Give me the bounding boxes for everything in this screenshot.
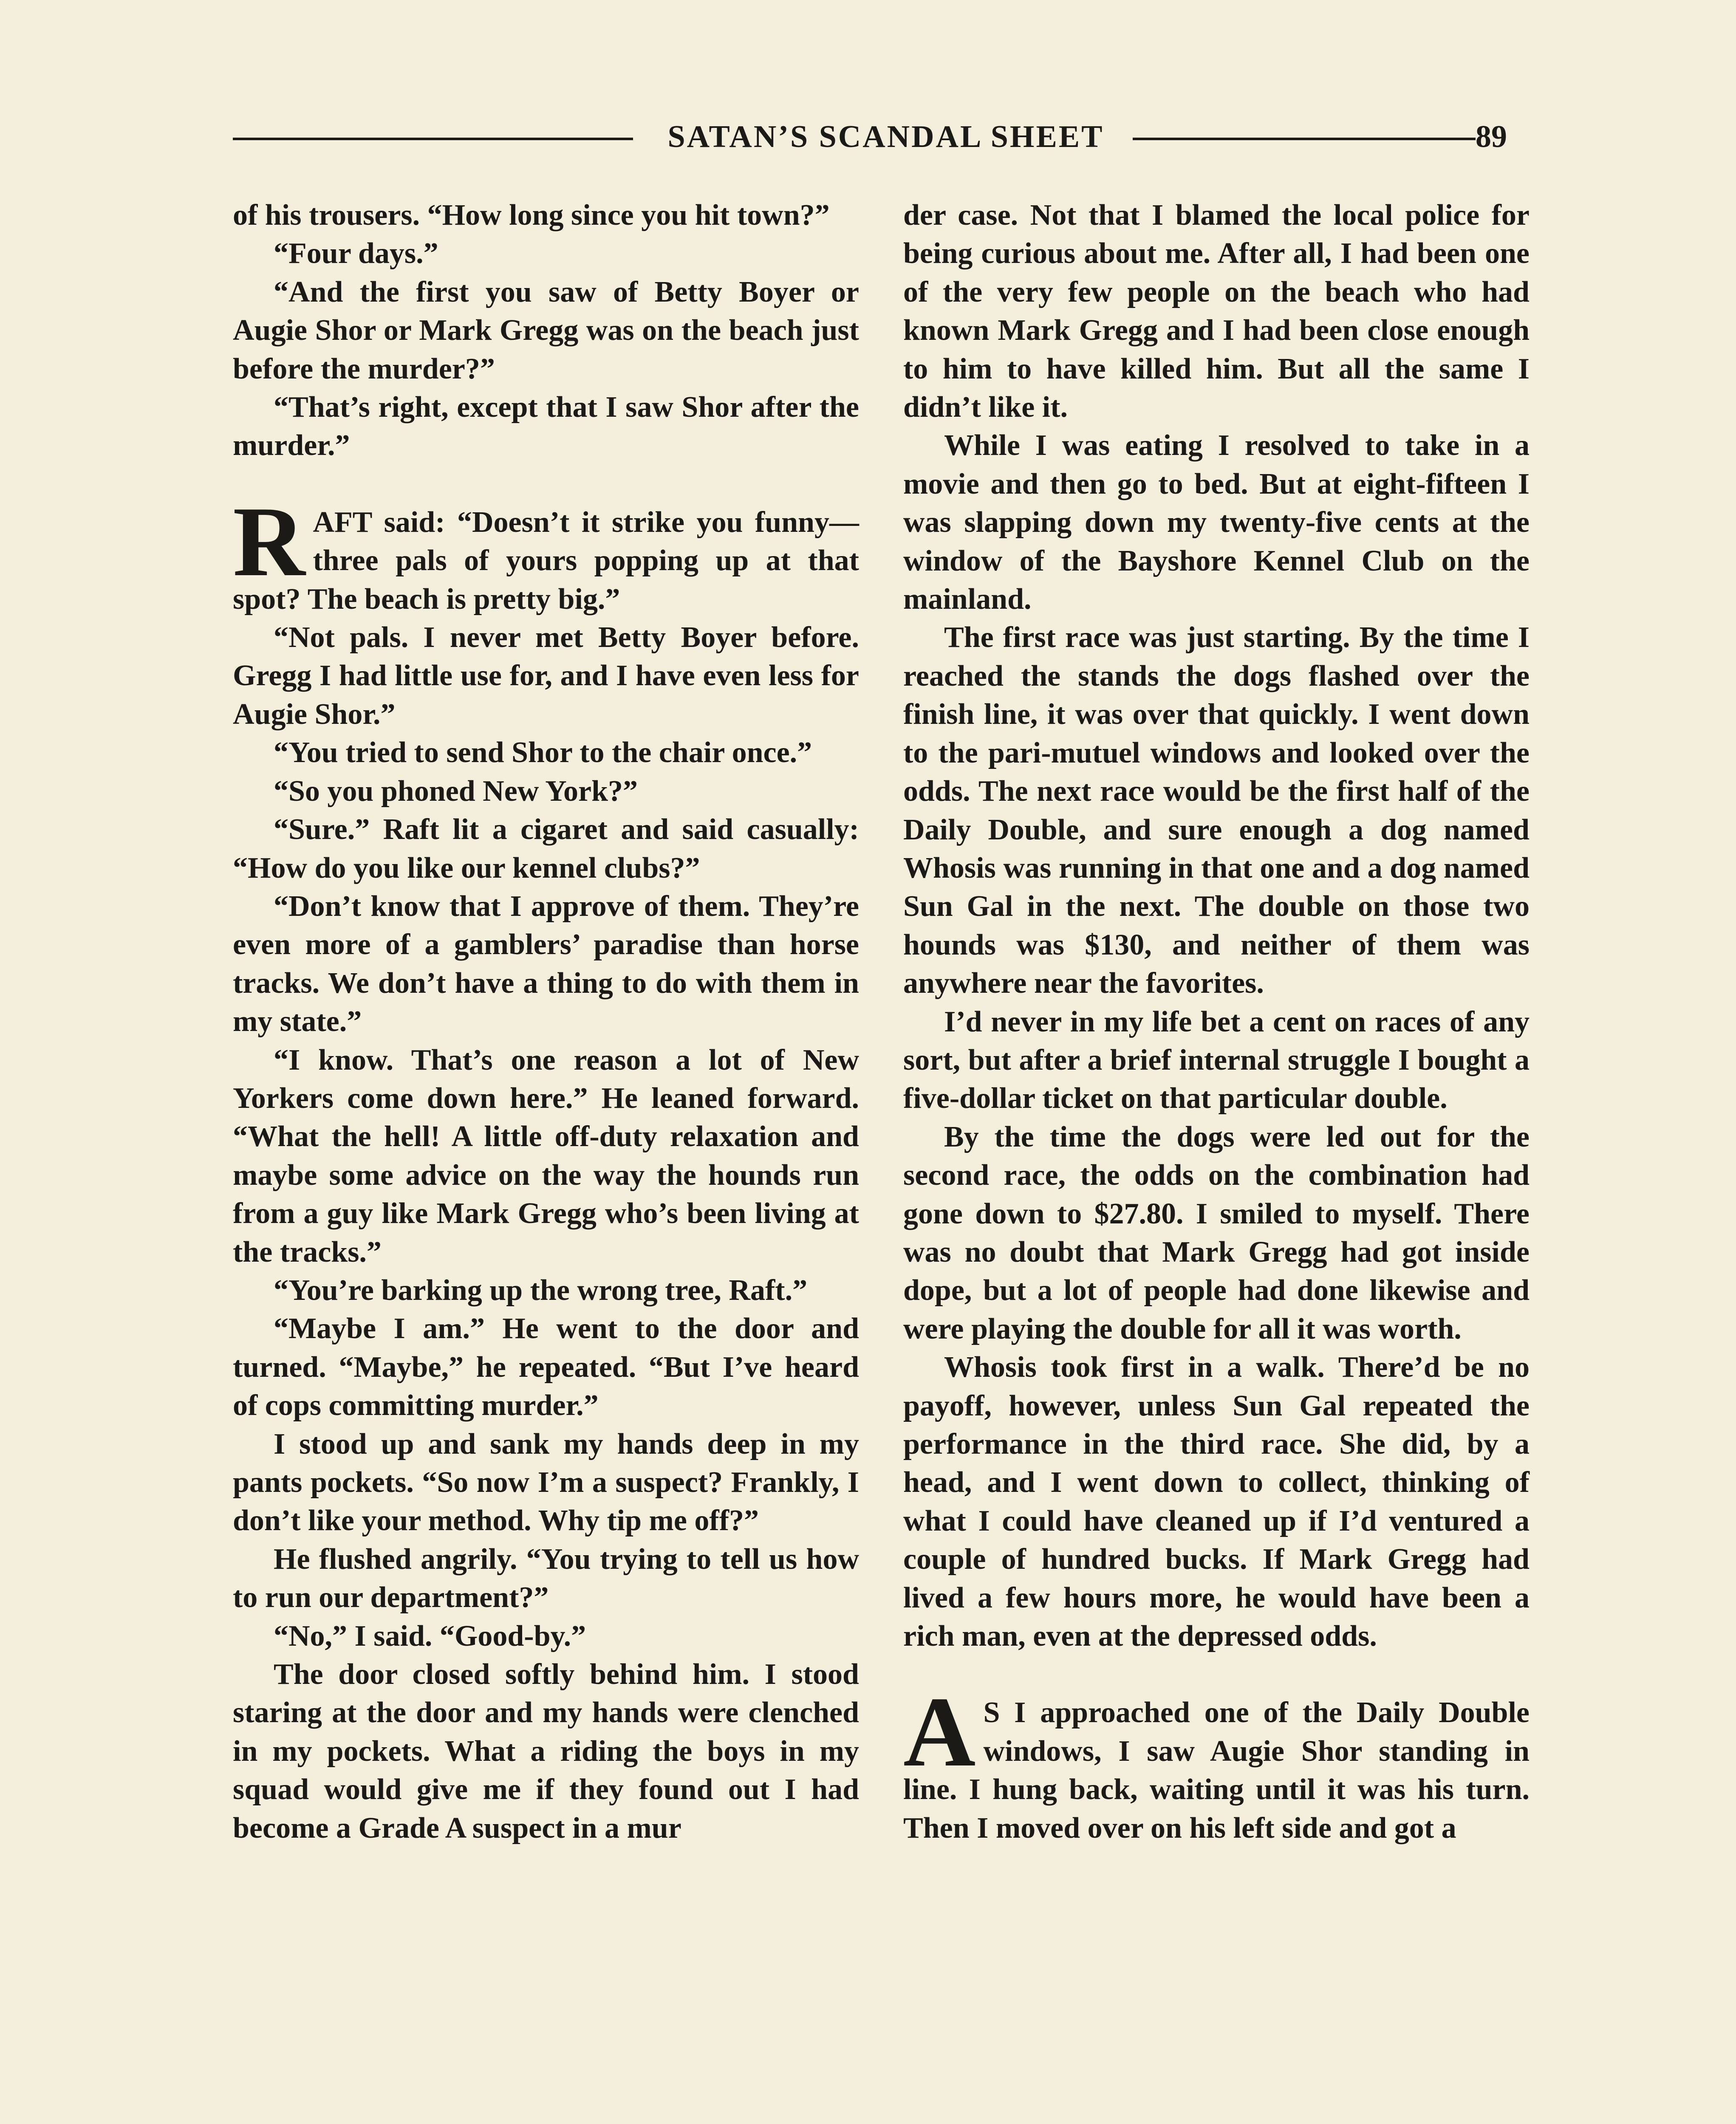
dropcap-paragraph	[903, 1677, 1530, 1847]
drop-cap-letter: R	[233, 486, 305, 597]
paragraph: “Don’t know that I approve of them. They’re even more of a gamblers’ paradise than horse tracks. We don’t have a thing to do with them in my state.”	[233, 890, 859, 1038]
page-number: 89	[1476, 119, 1507, 154]
paragraph: “You tried to send Shor to the chair once.”	[274, 736, 812, 769]
section-break	[233, 465, 859, 503]
paragraph: “So you phoned New York?”	[274, 774, 638, 808]
paragraph: I stood up and sank my hands deep in my pants pockets. “So now I’m a suspect? Frankly, I don’t like your method. Why tip me off?”	[233, 1427, 859, 1537]
left-column	[233, 196, 859, 1847]
paragraph: “I know. That’s one reason a lot of New Yorkers come down here.” He leaned forward. “What the hell! A little off-duty relaxation and maybe some advice on the way the hounds run from a guy like Mark Gregg who’s been living at the tracks.”	[233, 1043, 859, 1268]
paragraph: “Sure.” Raft lit a cigaret and said casually: “How do you like our kennel clubs?”	[233, 813, 859, 884]
paragraph: Whosis took first in a walk. There’d be no payoff, however, unless Sun Gal repeated the performance in the third race. She did, by a head, and I went down to collect, thinking of what I could have cleaned up if I’d ventured a couple of hundred bucks. If Mark Gregg had lived a few hours more, he would have been a rich man, even at the depressed odds.	[903, 1351, 1530, 1653]
section-break	[903, 1655, 1530, 1694]
header-rule-left	[233, 138, 633, 140]
dropcap-paragraph	[233, 486, 859, 619]
paragraph: of his trousers. “How long since you hit town?”	[233, 199, 830, 232]
paragraph: “Four days.”	[274, 237, 438, 270]
paragraph: “Not pals. I never met Betty Boyer before. Gregg I had little use for, and I have even less for Augie Shor.”	[233, 621, 859, 731]
header-rule-right	[1133, 138, 1476, 140]
drop-cap-letter: A	[903, 1677, 976, 1788]
paragraph-text: S I approached one of the Daily Double windows, I saw Augie Shor standing in line. I hung back, waiting until it was his turn. Then I moved over on his left side and got a	[903, 1696, 1530, 1844]
right-column	[903, 196, 1530, 1847]
paragraph: der case. Not that I blamed the local police for being curious about me. After all, I had been one of the very few people on the beach who had known Mark Gregg and I had been close enough to him to have killed him. But all the same I didn’t like it.	[903, 199, 1530, 424]
paragraph: “Maybe I am.” He went to the door and turned. “Maybe,” he repeated. “But I’ve heard of cops committing murder.”	[233, 1312, 859, 1422]
paragraph: “And the first you saw of Betty Boyer or Augie Shor or Mark Gregg was on the beach just before the murder?”	[233, 275, 859, 385]
paragraph: By the time the dogs were led out for the second race, the odds on the combination had gone down to $27.80. I smiled to myself. There was no doubt that Mark Gregg had got inside dope, but a lot of people had done likewise and were playing the double for all it was worth.	[903, 1120, 1530, 1345]
paragraph: The door closed softly behind him. I stood staring at the door and my hands were clenched in my pockets. What a riding the boys in my squad would give me if they found out I had become a Grade A suspect in a mur	[233, 1658, 859, 1844]
paragraph-text: AFT said: “Doesn’t it strike you funny—three pals of yours popping up at that spot? The beach is pretty big.”	[233, 506, 859, 616]
paragraph: “No,” I said. “Good-by.”	[274, 1619, 586, 1652]
paragraph: The first race was just starting. By the time I reached the stands the dogs flashed over the finish line, it was over that quickly. I went down to the pari-mutuel windows and looked over the odds. The next race would be the first half of the Daily Double, and sure enough a dog named Whosis was running in that one and a dog named Sun Gal in the next. The double on those two hounds was $130, and neither of them was anywhere near the favorites.	[903, 621, 1530, 1000]
paragraph: He flushed angrily. “You trying to tell us how to run our department?”	[233, 1542, 859, 1614]
paragraph: I’d never in my life bet a cent on races of any sort, but after a brief internal struggle I bought a five-dollar ticket on that particular double.	[903, 1005, 1530, 1115]
paragraph: “That’s right, except that I saw Shor after the murder.”	[233, 391, 859, 462]
magazine-title: SATAN’S SCANDAL SHEET	[667, 119, 1104, 154]
paragraph: “You’re barking up the wrong tree, Raft.”	[274, 1274, 808, 1307]
running-header	[233, 116, 1530, 158]
paragraph: While I was eating I resolved to take in a movie and then go to bed. But at eight-fifteen I was slapping down my twenty-five cents at the window of the Bayshore Kennel Club on the mainland.	[903, 429, 1530, 616]
